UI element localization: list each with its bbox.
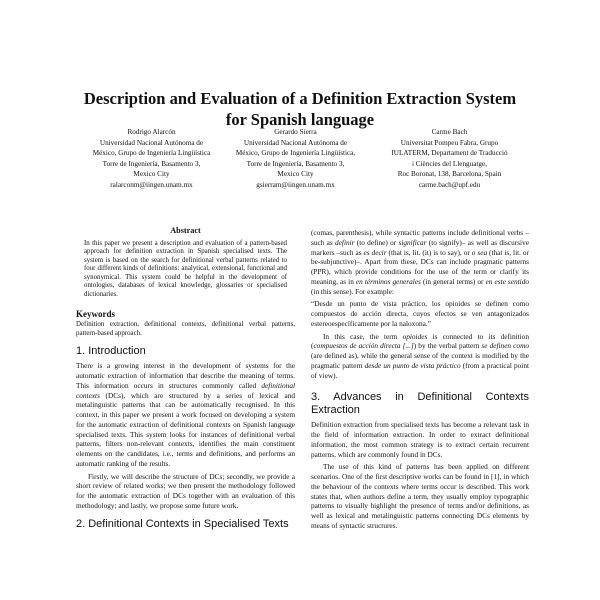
author-affiliation: Roc Boronat, 138, Barcelona, Spain: [397, 170, 502, 179]
right-paragraph-4: The use of this kind of patterns has been applied on different scenarios. One of the first descriptive works can be found in [1], in which the behaviour of the contexts where terms occur is described. This work states that, when authors define a term, they usually employ typographic patterns to visually highlight the presence of terms and/or definitions, as well as lexical and metalinguistic patterns connecting DCs elements by means of syntactic structures.: [311, 462, 529, 530]
abstract-text: In this paper we present a description and evaluation of a pattern-based approach for definition extraction in Spanish specialised texts. The system is based on the search for definitional verbal patterns related to four different kinds of definitions: analytical, extensional, functional and synonymical. This system could be helpful in the development of ontologies, databases of lexical knowledge, glossaries or specialised dictionaries.: [84, 239, 287, 299]
author-affiliation: Mexico City: [133, 170, 170, 179]
example-quote: “Desde un punto de vista práctico, los opioides se definen como compuestos de acción directa, cuyos efectos se ven antagonizados estereoespecíficamente por la naloxona.”: [311, 299, 529, 328]
author-affiliation: Universidad Nacional Autónoma de: [99, 138, 204, 147]
keywords-heading: Keywords: [76, 308, 115, 319]
intro-paragraph-1: There is a growing interest in the development of systems for the automatic extraction of information that describe the meaning of terms. This information occurs in structures commonly called definitional contexts (DCs), which are structured by a series of lexical and metalinguistic patterns that can be automatically recognised. In this context, in this paper we present a work focused on developing a system for the automatic extraction of definitional contexts on Spanish language specialised texts. This system looks for instances of definitional verbal patterns, filters non-relevant contexts, identifies the main constituent elements on the candidates, i.e., terms and definitions, and performs an automatic ranking of the results.: [76, 361, 295, 468]
author-block-1: [84, 127, 219, 191]
author-affiliation: Torre de Ingeniería, Basamento 3,: [246, 159, 345, 168]
author-affiliation: Mexico City: [277, 170, 314, 179]
author-affiliation: México, Grupo de Ingeniería Lingüística,: [235, 149, 356, 158]
emphasis-term: definitional contexts: [76, 380, 295, 400]
right-paragraph-1: (comas, parenthesis), while syntactic patterns include definitional verbs –such as definir (to define) or significar (to signify)– as well as discursive markers –such as es decir (that is, lit. (it) is to say), or o sea (that is, lit. or be-subjunctive)–. Apart from these, DCs can include pragmatic patterns (PPR), which provide conditions for the use of the term or clarify its meaning, as in en términos generales (in general terms) or en este sentido (in this sense). For example:: [311, 228, 530, 296]
author-name: Rodrigo Alarcón: [127, 128, 176, 136]
section-heading-advances: 3. Advances in Definitional Contexts Extraction: [311, 391, 529, 417]
author-email: gsierram@iingen.unam.mx: [256, 180, 335, 189]
author-block-2: [228, 127, 363, 191]
author-affiliation: México, Grupo de Ingeniería Lingüística: [92, 149, 211, 158]
author-affiliation: Universidad Nacional Autónoma de: [243, 138, 348, 147]
section-heading-definitional-contexts: 2. Definitional Contexts in Specialised Texts: [76, 517, 289, 530]
author-email: ralarconm@iingen.unam.mx: [110, 180, 193, 189]
author-affiliation: Torre de Ingeniería, Basamento 3,: [102, 159, 201, 168]
intro-paragraph-2: Firstly, we will describe the structure of DCs; secondly, we provide a short review of related works; we then present the methodology followed for the automatic extraction of DCs together with an evaluation of this methodology; and lastly, we propose some future work.: [76, 471, 295, 510]
left-column: [76, 226, 295, 534]
abstract-block: [76, 226, 295, 300]
right-paragraph-2: In this case, the term opioides is connected to its definition (compuestos de acción directa [...]) by the verbal pattern se definen como (are defined as), while the general sense of the context is modified by the pragmatic pattern desde un punto de vista práctico (from a practical point of view).: [311, 331, 530, 380]
paper-title: [60, 88, 540, 130]
right-paragraph-3: Definition extraction from specialised texts has become a relevant task in the field of information extraction. In order to extract definitional information, the most common strategy is to extract certain recurrent patterns, which are commonly found in DCs.: [311, 420, 529, 459]
author-name: Gerardo Sierra: [274, 128, 317, 136]
title-line-1: Description and Evaluation of a Definition Extraction System: [83, 89, 517, 108]
author-affiliation: i Ciències del Llenguatge,: [411, 159, 488, 168]
author-email: carme.bach@upf.edu: [418, 180, 481, 189]
author-affiliation: IULATERM, Departament de Traducció: [391, 149, 508, 158]
abstract-heading: Abstract: [170, 226, 201, 235]
author-affiliation: Universitat Pompeu Fabra, Grupo: [400, 138, 499, 147]
author-block-3: [382, 127, 517, 191]
title-line-2: for Spanish language: [225, 110, 375, 129]
keywords-text: Definition extraction, definitional contexts, definitional verbal patterns, pattern-based approach.: [76, 321, 295, 337]
section-heading-introduction: 1. Introduction: [76, 345, 146, 358]
right-column: [311, 228, 529, 534]
author-name: Carme Bach: [431, 128, 468, 136]
